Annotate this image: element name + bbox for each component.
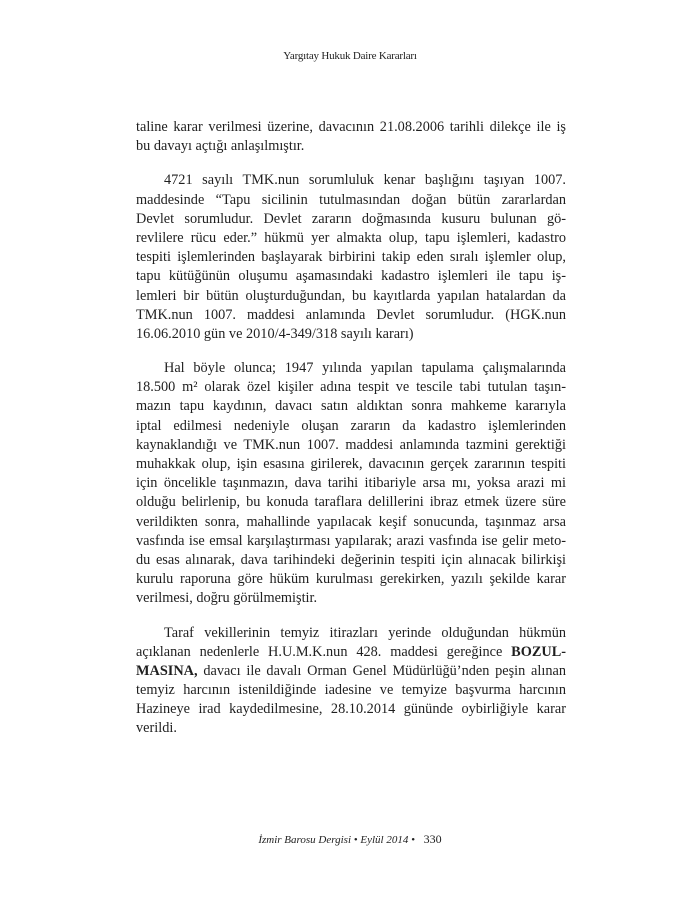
text-segment: 16.06.2010 gün ve 2010/4-349/318 sayılı kararı) <box>136 325 414 342</box>
bold-text: MASINA, <box>136 662 198 679</box>
text-segment: verildikten sonra, mahallinde yapılacak keşif sonucunda, taşınmaz arsa <box>136 513 566 530</box>
text-line <box>136 171 566 190</box>
text-segment: iptal edilmesi nedeniyle oluşan zararın da kadastro işlemlerinden <box>136 417 566 434</box>
text-segment: maddesinde “Tapu sicilinin tutulmasından doğan bütün zararlardan <box>136 191 566 208</box>
text-segment: Hal böyle olunca; 1947 yılında yapılan tapulama çalışmalarında <box>164 360 566 377</box>
text-segment: olduğu belirlenip, bu konuda taraflara delillerini ibraz etmek üzere süre <box>136 494 566 511</box>
text-line <box>136 378 566 397</box>
text-line <box>136 681 566 700</box>
paragraph-3 <box>136 359 566 608</box>
text-segment: temyiz harcının istenildiğinde iadesine ve temyize başvurma harcının <box>136 682 566 699</box>
paragraph-2 <box>136 171 566 344</box>
bold-text: BOZUL- <box>511 643 566 660</box>
text-line <box>136 191 566 210</box>
text-segment: kurulu raporuna göre hüküm kurulması gerekirken, yazılı şekilde karar <box>136 571 566 588</box>
text-line <box>136 662 566 681</box>
text-segment: 4721 sayılı TMK.nun sorumluluk kenar başlığını taşıyan 1007. <box>164 172 566 189</box>
text-segment: bu davayı açtığı anlaşılmıştır. <box>136 138 305 155</box>
text-segment: mazın tapu kaydının, davacı satın aldıktan sonra mahkeme kararıyla <box>136 398 566 415</box>
text-line <box>136 513 566 532</box>
text-segment: Taraf vekillerinin temyiz itirazları yerinde olduğundan hükmün <box>164 624 566 641</box>
text-line <box>136 248 566 267</box>
text-segment: vasfında ise emsal karşılaştırması yapılarak; arazi vasfında ise gelir meto- <box>136 532 566 549</box>
text-line <box>136 210 566 229</box>
text-segment: TMK.nun 1007. maddesi anlamında Devlet sorumludur. (HGK.nun <box>136 306 566 323</box>
text-line <box>136 719 566 738</box>
text-line <box>136 229 566 248</box>
page-number: 330 <box>423 832 442 846</box>
text-segment: açıklanan nedenlerle H.U.M.K.nun 428. maddesi gereğince <box>136 643 512 660</box>
text-line <box>136 551 566 570</box>
text-segment: verilmesi, doğru görülmemiştir. <box>136 590 318 607</box>
footer-journal-name: İzmir Barosu Dergisi • Eylül 2014 • <box>258 834 415 846</box>
text-line <box>136 359 566 378</box>
text-line <box>136 455 566 474</box>
text-line <box>136 493 566 512</box>
document-body <box>136 118 566 754</box>
text-line <box>136 589 566 608</box>
text-line <box>136 287 566 306</box>
text-line <box>136 532 566 551</box>
text-segment: tespiti işlemlerinden başlayarak birbirini takip eden sıralı işlemler olup, <box>136 249 566 266</box>
text-segment: için öncelikle taşınmazın, dava tarihi itibariyle arsa mı, yoksa arazi mi <box>136 475 566 492</box>
text-segment: lemleri bir bütün oluşturduğundan, bu kayıtlarda yapılan hatalardan da <box>136 287 566 304</box>
text-segment: kaynaklandığı ve TMK.nun 1007. maddesi anlamında tazmini gerektiği <box>136 436 566 453</box>
text-line <box>136 700 566 719</box>
text-line <box>136 325 566 344</box>
text-line <box>136 474 566 493</box>
paragraph-1 <box>136 118 566 156</box>
text-segment: 18.500 m² olarak özel kişiler adına tespit ve tescile tabi tutulan taşın- <box>136 379 566 396</box>
page-footer <box>0 832 700 847</box>
text-segment: du esas alınarak, dava tarihindeki değerinin tespiti için alınacak bilirkişi <box>136 551 566 568</box>
text-line <box>136 397 566 416</box>
text-line <box>136 118 566 137</box>
text-segment: taline karar verilmesi üzerine, davacının 21.08.2006 tarihli dilekçe ile iş <box>136 119 566 135</box>
running-header: Yargıtay Hukuk Daire Kararları <box>283 50 417 62</box>
text-segment: Devlet sorumludur. Devlet zararın doğmasında kusuru bulunan gö- <box>136 210 566 227</box>
text-line <box>136 624 566 643</box>
text-segment: muhakkak olup, işin esasına girilerek, davacının gerçek zararının tespiti <box>136 456 566 472</box>
text-line <box>136 137 566 156</box>
paragraph-4 <box>136 624 566 739</box>
text-line <box>136 570 566 589</box>
text-segment: revlilere rücu eder.” hükmü yer almakta olup, tapu işlemleri, kadastro <box>136 229 566 246</box>
text-line <box>136 436 566 455</box>
text-line <box>136 417 566 436</box>
text-segment: tapu kütüğünün oluşumu aşamasındaki kadastro işlemleri ile tapu iş- <box>136 268 566 285</box>
text-line <box>136 267 566 286</box>
text-line <box>136 643 566 662</box>
text-segment: verildi. <box>136 720 177 737</box>
text-segment: davacı ile davalı Orman Genel Müdürlüğü’nden peşin alınan <box>197 662 566 679</box>
text-segment: Hazineye irad kaydedilmesine, 28.10.2014 gününde oybirliğiyle karar <box>136 701 566 718</box>
text-line <box>136 306 566 325</box>
